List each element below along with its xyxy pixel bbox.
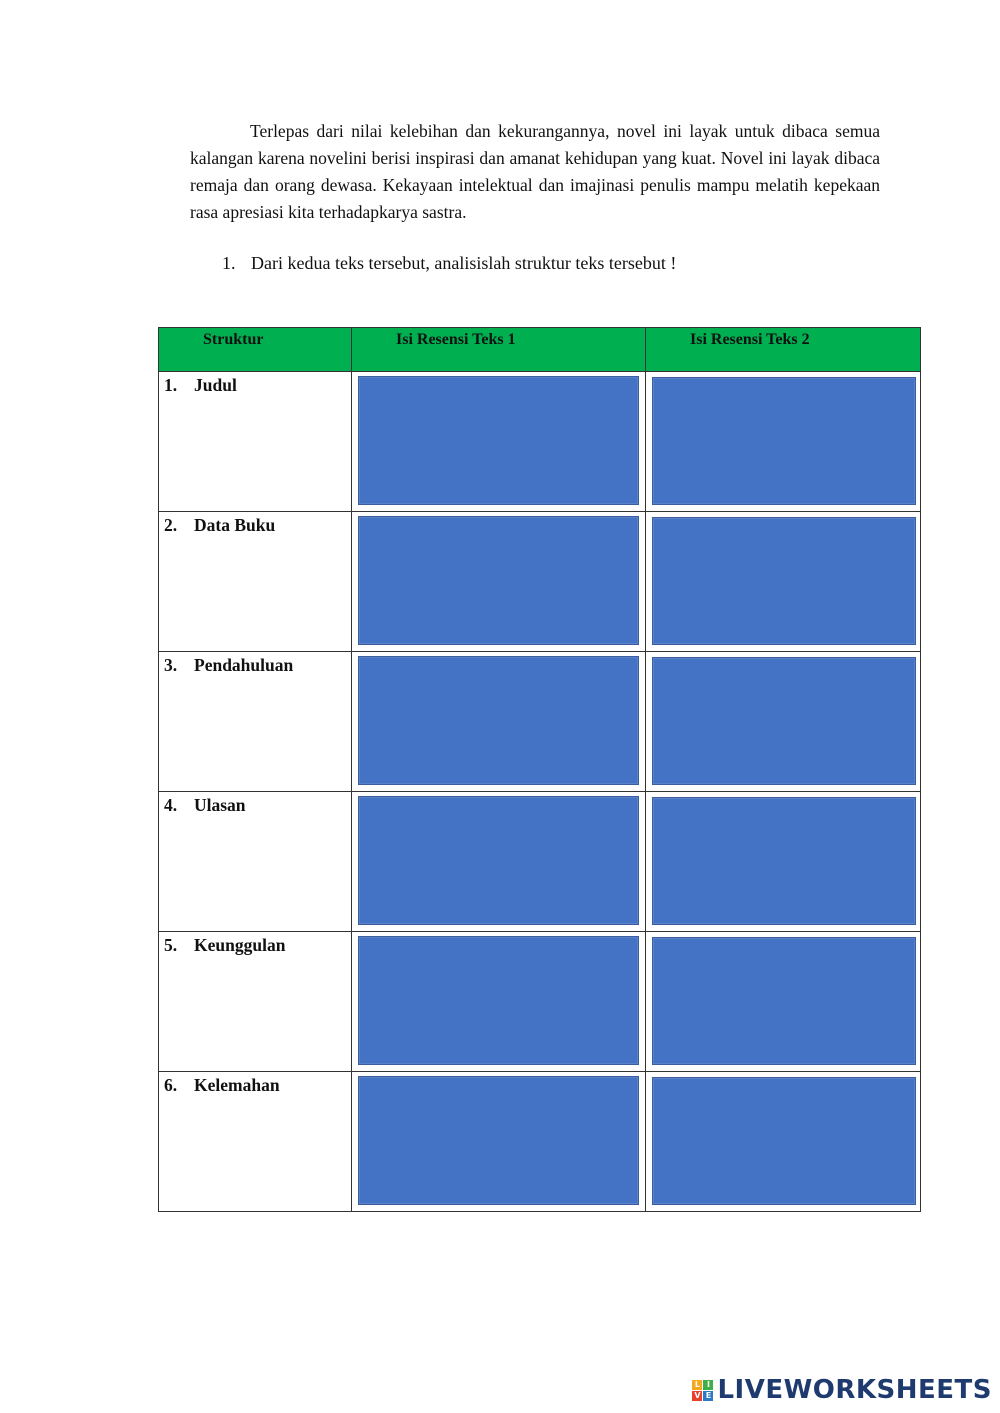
row-label-ulasan: 4. Ulasan bbox=[164, 795, 246, 815]
row-label-cell bbox=[159, 512, 352, 652]
answer-box-keunggulan-teks-2[interactable] bbox=[652, 937, 916, 1065]
answer-cell-teks-1 bbox=[352, 792, 646, 932]
row-label-kelemahan: 6. Kelemahan bbox=[164, 1075, 280, 1095]
logo-mark-letter: V bbox=[694, 1390, 701, 1400]
answer-box-pendahuluan-teks-2[interactable] bbox=[652, 657, 916, 785]
answer-box-judul-teks-2[interactable] bbox=[652, 377, 916, 505]
question-number: 1. bbox=[222, 253, 236, 273]
answer-cell-teks-1 bbox=[352, 372, 646, 512]
row-label-keunggulan: 5. Keunggulan bbox=[164, 935, 286, 955]
table-row bbox=[159, 932, 921, 1072]
answer-box-keunggulan-teks-1[interactable] bbox=[358, 936, 639, 1065]
answer-cell-teks-2 bbox=[646, 932, 921, 1072]
question-1 bbox=[222, 250, 676, 276]
logo-mark-letter: E bbox=[703, 1391, 713, 1401]
table-row bbox=[159, 512, 921, 652]
answer-box-ulasan-teks-1[interactable] bbox=[358, 796, 639, 925]
header-teks-1: Isi Resensi Teks 1 bbox=[352, 328, 646, 372]
answer-box-data-buku-teks-2[interactable] bbox=[652, 517, 916, 645]
logo-mark-letter: I bbox=[703, 1380, 713, 1390]
answer-box-ulasan-teks-2[interactable] bbox=[652, 797, 916, 925]
row-label-cell bbox=[159, 652, 352, 792]
answer-cell-teks-2 bbox=[646, 1072, 921, 1212]
logo-mark-letter: L bbox=[692, 1380, 702, 1390]
row-label-cell bbox=[159, 1072, 352, 1212]
row-label-pendahuluan: 3. Pendahuluan bbox=[164, 655, 294, 675]
answer-box-kelemahan-teks-1[interactable] bbox=[358, 1076, 639, 1205]
structure-table bbox=[158, 327, 921, 1212]
header-struktur: Struktur bbox=[159, 328, 352, 372]
answer-box-judul-teks-1[interactable] bbox=[358, 376, 639, 505]
answer-cell-teks-1 bbox=[352, 512, 646, 652]
answer-cell-teks-1 bbox=[352, 652, 646, 792]
answer-box-data-buku-teks-1[interactable] bbox=[358, 516, 639, 645]
header-teks-2: Isi Resensi Teks 2 bbox=[646, 328, 921, 372]
row-label-cell bbox=[159, 932, 352, 1072]
table-header-row bbox=[159, 328, 921, 372]
answer-box-kelemahan-teks-2[interactable] bbox=[652, 1077, 916, 1205]
answer-cell-teks-1 bbox=[352, 1072, 646, 1212]
liveworksheets-logo bbox=[692, 1375, 992, 1405]
answer-cell-teks-2 bbox=[646, 372, 921, 512]
table-row bbox=[159, 1072, 921, 1212]
table-row bbox=[159, 372, 921, 512]
question-text: Dari kedua teks tersebut, analisislah struktur teks tersebut ! bbox=[251, 253, 677, 273]
table-row bbox=[159, 792, 921, 932]
table-row bbox=[159, 652, 921, 792]
intro-paragraph: Terlepas dari nilai kelebihan dan kekurangannya, novel ini layak untuk dibaca semua kalangan karena novelini berisi inspirasi dan amanat kehidupan yang kuat. Novel ini layak dibaca remaja dan orang dewasa. Kekayaan intelektual dan imajinasi penulis mampu melatih kepekaan rasa apresiasi kita terhadapkarya sastra. bbox=[190, 121, 880, 222]
row-label-judul: 1. Judul bbox=[164, 375, 237, 395]
row-label-cell bbox=[159, 372, 352, 512]
answer-cell-teks-2 bbox=[646, 512, 921, 652]
answer-cell-teks-1 bbox=[352, 932, 646, 1072]
row-label-cell bbox=[159, 792, 352, 932]
answer-cell-teks-2 bbox=[646, 792, 921, 932]
logo-text: LIVEWORKSHEETS bbox=[717, 1375, 992, 1405]
logo-mark-icon bbox=[692, 1380, 713, 1401]
answer-box-pendahuluan-teks-1[interactable] bbox=[358, 656, 639, 785]
answer-cell-teks-2 bbox=[646, 652, 921, 792]
row-label-data-buku: 2. Data Buku bbox=[164, 515, 276, 535]
